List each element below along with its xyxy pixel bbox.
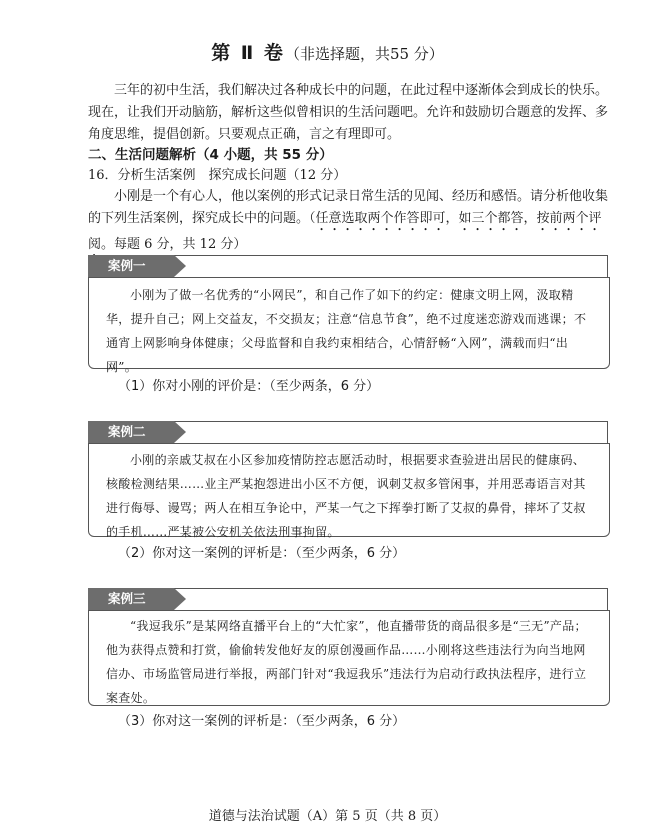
q16-body-pre: 小刚是一个有心人，他以案例的形式记录日常生活的见闻、经历和感悟。请分析他收集的下列生活案例，探究成长中的问题。（ [88, 189, 609, 226]
question-16-heading: 16．分析生活案例 探究成长问题（12 分） [88, 168, 347, 183]
question-16-body [88, 186, 608, 260]
part-title [0, 38, 655, 65]
page-footer: 道德与法治试题（A）第 5 页（共 8 页） [208, 809, 447, 824]
part-title-sub: （非选择题，共55 分） [284, 45, 444, 63]
case-2-tab: 案例二 [88, 421, 174, 443]
case-2-text: 小刚的亲戚艾叔在小区参加疫情防控志愿活动时，根据要求查验进出居民的健康码、核酸检测结果……业主严某抱怨进出小区不方便，讽刺艾叔多管闲事，并用恶毒语言对其进行侮辱、谩骂；两人在相互争论中，严某一气之下挥拳打断了艾叔的鼻骨，摔坏了艾叔的手机……严某被公安机关依法刑事拘留。 [106, 453, 586, 539]
case-2-question: （2）你对这一案例的评析是：（至少两条，6 分） [118, 546, 406, 561]
section-heading: 二、生活问题解析（4 小题，共 55 分） [88, 147, 333, 163]
part-title-main: 第 Ⅱ 卷 [211, 42, 285, 64]
case-3-question: （3）你对这一案例的评析是：（至少两条，6 分） [118, 714, 406, 729]
case-1-question: （1）你对小刚的评价是：（至少两条，6 分） [118, 379, 380, 394]
q16-body-post: 。每题 6 分，共 12 分） [101, 237, 247, 252]
case-3-text: “我逗我乐”是某网络直播平台上的“大忙家”，他直播带货的商品很多是“三无”产品；他为获得点赞和打赏，偷偷转发他好友的原创漫画作品……小刚将这些违法行为向当地网信办、市场监管局进行举报，两部门针对“我逗我乐”违法行为启动行政执法程序，进行立案查处。 [106, 619, 587, 705]
case-3-tab: 案例三 [88, 588, 174, 610]
intro-paragraph: 三年的初中生活，我们解决过各种成长中的问题，在此过程中逐渐体会到成长的快乐。现在，让我们开动脑筋，解析这些似曾相识的生活问题吧。允许和鼓励切合题意的发挥、多角度思维，提倡创新。只要观点正确，言之有理即可。 [88, 83, 609, 142]
q16-body-emphasis: 任意选取两个作答即可，如三个都答，按前两个评阅 [88, 211, 602, 252]
case-1-text: 小刚为了做一名优秀的“小网民”，和自己作了如下的约定：健康文明上网，汲取精华，提升自己；网上交益友，不交损友；注意“信息节食”，绝不过度迷恋游戏而逃课；不通宵上网影响身体健康；父母监督和自我约束相结合，心情舒畅“入网”，满载而归“出网”。 [106, 288, 587, 374]
case-1-tab: 案例一 [88, 255, 174, 277]
